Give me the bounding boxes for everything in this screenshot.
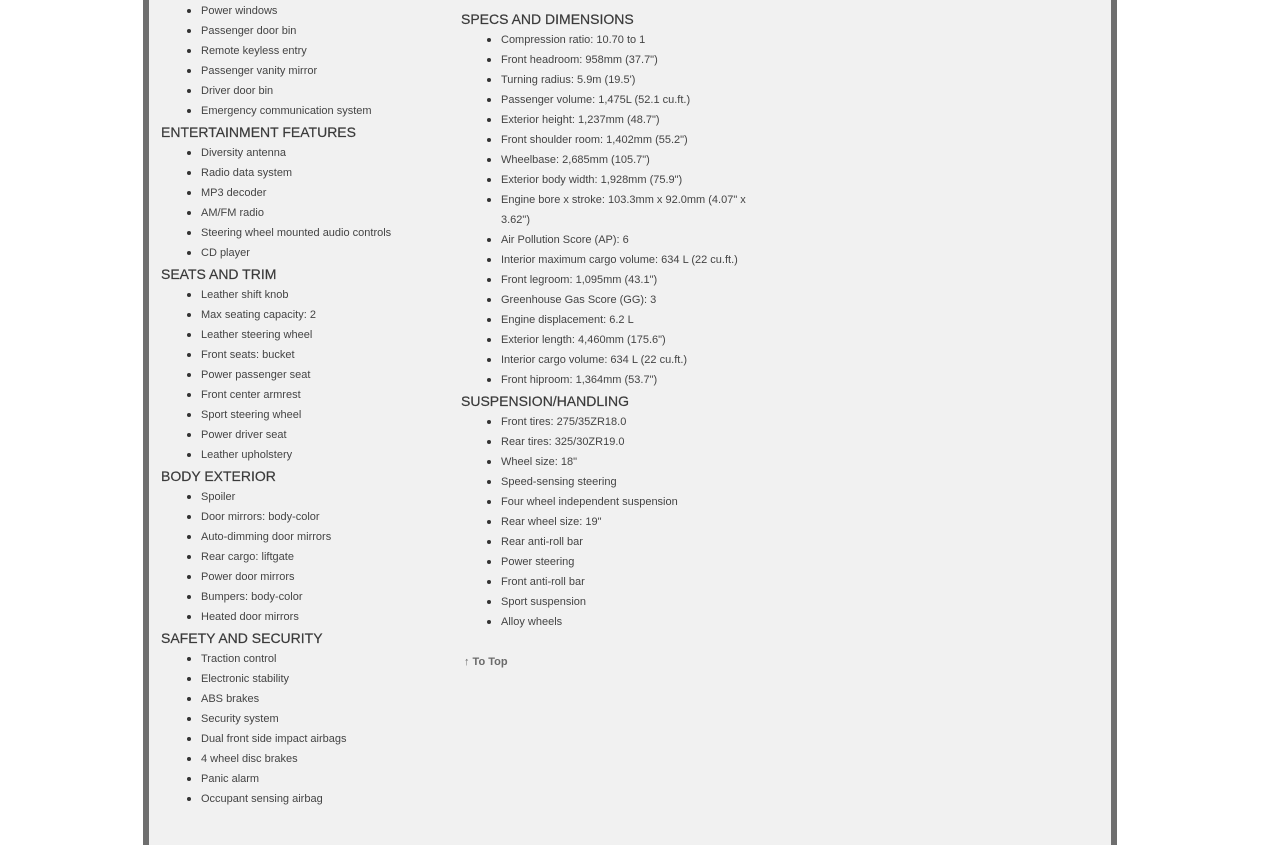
feature-list-entertainment-features <box>161 143 451 263</box>
list-item: Turning radius: 5.9m (19.5') <box>485 70 761 90</box>
feature-list-seats-and-trim <box>161 285 451 465</box>
list-item: Front tires: 275/35ZR18.0 <box>485 412 761 432</box>
list-item: Alloy wheels <box>485 612 761 632</box>
list-item: Power passenger seat <box>185 365 451 385</box>
list-item: Power driver seat <box>185 425 451 445</box>
list-item: Passenger vanity mirror <box>185 61 451 81</box>
section-heading-seats-and-trim: SEATS AND TRIM <box>161 266 277 282</box>
list-item: Four wheel independent suspension <box>485 492 761 512</box>
list-item: Emergency communication system <box>185 101 451 121</box>
list-item: Front hiproom: 1,364mm (53.7") <box>485 370 761 390</box>
list-item: Front legroom: 1,095mm (43.1") <box>485 270 761 290</box>
list-item: Diversity antenna <box>185 143 451 163</box>
list-item: Engine bore x stroke: 103.3mm x 92.0mm (4.07" x 3.62") <box>485 190 761 230</box>
feature-list <box>161 1 451 121</box>
list-item: Power windows <box>185 1 451 21</box>
list-item: Electronic stability <box>185 669 451 689</box>
list-item: Sport suspension <box>485 592 761 612</box>
list-item: Panic alarm <box>185 769 451 789</box>
list-item: Leather shift knob <box>185 285 451 305</box>
list-item: Front center armrest <box>185 385 451 405</box>
list-item: Sport steering wheel <box>185 405 451 425</box>
list-item: Spoiler <box>185 487 451 507</box>
list-item: Driver door bin <box>185 81 451 101</box>
section-heading-specs-and-dimensions: SPECS AND DIMENSIONS <box>461 11 634 27</box>
right-column <box>461 8 761 670</box>
list-item: Leather steering wheel <box>185 325 451 345</box>
section-heading-entertainment-features: ENTERTAINMENT FEATURES <box>161 124 356 140</box>
list-item: Rear anti-roll bar <box>485 532 761 552</box>
content-panel <box>149 0 1111 845</box>
list-item: Passenger volume: 1,475L (52.1 cu.ft.) <box>485 90 761 110</box>
list-item: MP3 decoder <box>185 183 451 203</box>
list-item: Steering wheel mounted audio controls <box>185 223 451 243</box>
list-item: Dual front side impact airbags <box>185 729 451 749</box>
list-item: 4 wheel disc brakes <box>185 749 451 769</box>
list-item: Remote keyless entry <box>185 41 451 61</box>
list-item: Occupant sensing airbag <box>185 789 451 809</box>
list-item: CD player <box>185 243 451 263</box>
list-item: Max seating capacity: 2 <box>185 305 451 325</box>
list-item: Front anti-roll bar <box>485 572 761 592</box>
list-item: Interior maximum cargo volume: 634 L (22 cu.ft.) <box>485 250 761 270</box>
section-heading-suspension-handling: SUSPENSION/HANDLING <box>461 393 630 409</box>
list-item: Traction control <box>185 649 451 669</box>
list-item: Radio data system <box>185 163 451 183</box>
section-heading-safety-and-security: SAFETY AND SECURITY <box>161 630 323 646</box>
list-item: Front headroom: 958mm (37.7") <box>485 50 761 70</box>
list-item: Engine displacement: 6.2 L <box>485 310 761 330</box>
list-item: Passenger door bin <box>185 21 451 41</box>
feature-list-specs-and-dimensions <box>461 30 761 390</box>
list-item: Front seats: bucket <box>185 345 451 365</box>
list-item: Exterior body width: 1,928mm (75.9") <box>485 170 761 190</box>
list-item: Greenhouse Gas Score (GG): 3 <box>485 290 761 310</box>
list-item: Rear cargo: liftgate <box>185 547 451 567</box>
list-item: Compression ratio: 10.70 to 1 <box>485 30 761 50</box>
list-item: ABS brakes <box>185 689 451 709</box>
feature-list-suspension-handling <box>461 412 761 632</box>
list-item: Power door mirrors <box>185 567 451 587</box>
left-column <box>161 1 451 809</box>
list-item: Power steering <box>485 552 761 572</box>
to-top-wrapper <box>461 652 761 670</box>
list-item: Heated door mirrors <box>185 607 451 627</box>
list-item: Leather upholstery <box>185 445 451 465</box>
list-item: Rear tires: 325/30ZR19.0 <box>485 432 761 452</box>
list-item: Bumpers: body-color <box>185 587 451 607</box>
section-heading-body-exterior: BODY EXTERIOR <box>161 468 276 484</box>
list-item: Security system <box>185 709 451 729</box>
list-item: Door mirrors: body-color <box>185 507 451 527</box>
list-item: Exterior length: 4,460mm (175.6") <box>485 330 761 350</box>
page-frame <box>143 0 1117 845</box>
list-item: Rear wheel size: 19" <box>485 512 761 532</box>
feature-list-body-exterior <box>161 487 451 627</box>
list-item: Auto-dimming door mirrors <box>185 527 451 547</box>
list-item: Wheel size: 18" <box>485 452 761 472</box>
list-item: Speed-sensing steering <box>485 472 761 492</box>
to-top-link[interactable]: ↑ To Top <box>464 656 508 668</box>
list-item: Wheelbase: 2,685mm (105.7") <box>485 150 761 170</box>
list-item: Front shoulder room: 1,402mm (55.2") <box>485 130 761 150</box>
list-item: Exterior height: 1,237mm (48.7") <box>485 110 761 130</box>
list-item: Air Pollution Score (AP): 6 <box>485 230 761 250</box>
list-item: Interior cargo volume: 634 L (22 cu.ft.) <box>485 350 761 370</box>
list-item: AM/FM radio <box>185 203 451 223</box>
feature-list-safety-and-security <box>161 649 451 809</box>
